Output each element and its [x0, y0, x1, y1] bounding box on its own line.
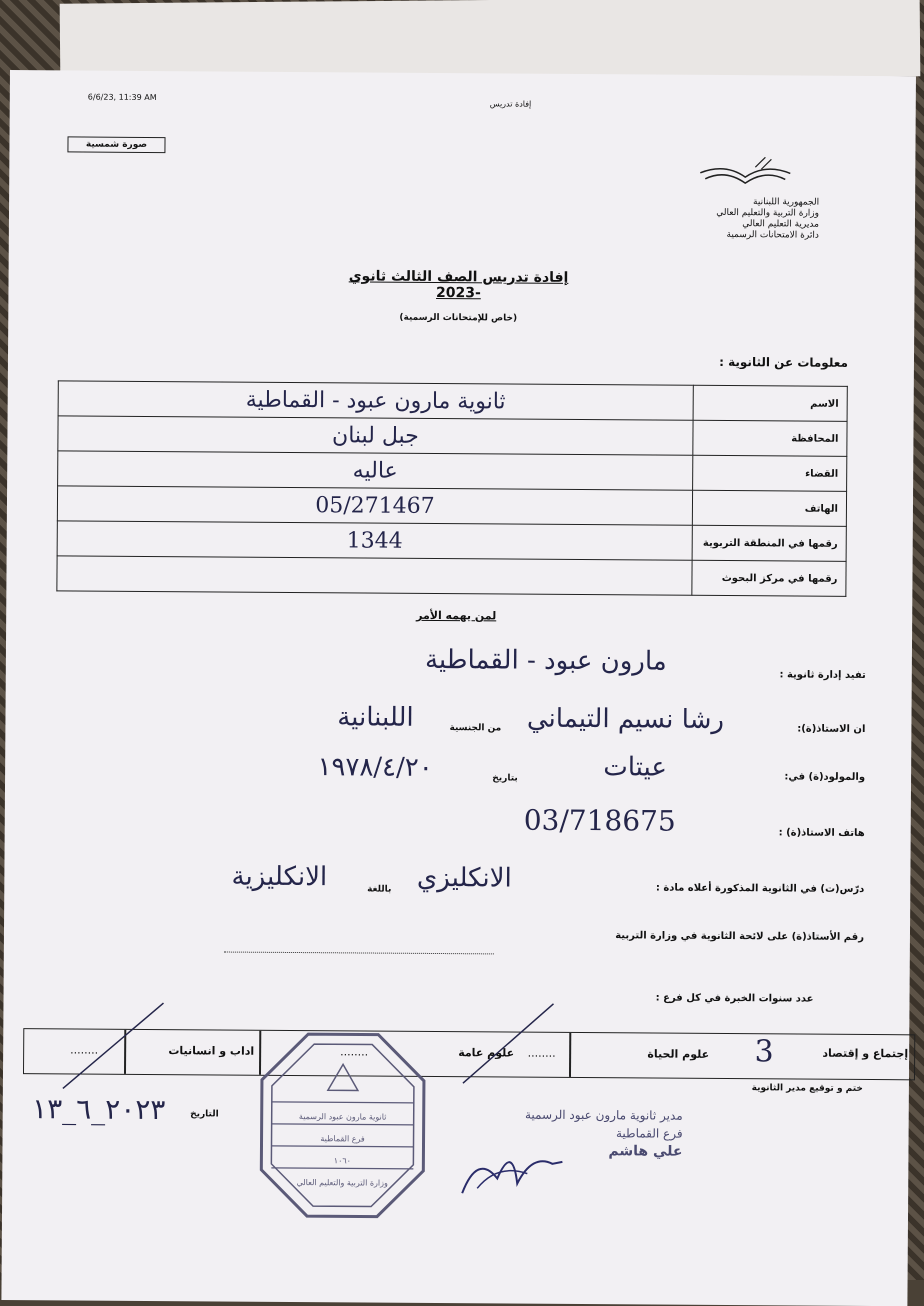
row-value: جبل لبنان: [58, 416, 693, 455]
row-value: 1344: [57, 521, 692, 560]
branch-value: ........: [70, 1043, 99, 1057]
to-whom-heading: لمن يهمه الأمر: [416, 608, 497, 623]
table-row: [58, 381, 847, 422]
nationality-label: من الجنسية: [449, 723, 502, 734]
row-label: رقمها في المنطقة التربوية: [692, 525, 846, 561]
birthplace-label: والمولود(ة) في:: [784, 771, 866, 783]
branch-value: ........: [340, 1045, 369, 1059]
row-label: رقمها في مركز البحوث: [692, 560, 846, 596]
print-timestamp: 6/6/23, 11:39 AM: [87, 92, 157, 103]
teacher-phone-label: هاتف الاستاذ(ة) :: [778, 827, 865, 839]
photo-label: صورة شمسية: [67, 136, 165, 153]
language-label: باللغة: [367, 884, 392, 895]
branch-value: 3: [754, 1034, 774, 1070]
table-row: [57, 556, 846, 597]
seal-line: ١٠٦٠: [333, 1156, 352, 1166]
birthplace-value: عيتات: [603, 752, 668, 783]
school-info-heading: معلومات عن الثانوية :: [719, 354, 849, 370]
branch-label: علوم الحياة: [647, 1047, 710, 1061]
row-label: الاسم: [693, 385, 847, 421]
document-page: [1, 70, 916, 1306]
registry-dotted-line: [224, 950, 494, 955]
registry-label: رقم الأستاذ(ة) على لائحة الثانوية في وزارة التربية: [615, 930, 865, 943]
row-value: 05/271467: [57, 486, 692, 525]
language-value: الانكليزية: [231, 861, 328, 893]
table-row: [58, 451, 847, 492]
seal-text: [272, 1106, 413, 1195]
ministry-line: مديرية التعليم العالي: [742, 219, 819, 230]
experience-label: عدد سنوات الخبرة في كل فرع :: [655, 992, 814, 1005]
row-label: القضاء: [693, 455, 847, 491]
row-value: عاليه: [58, 451, 693, 490]
teacher-value: رشا نسيم التيماني: [526, 703, 725, 736]
page-title: إفادة تدريس الصف الثالث ثانوي -2023: [348, 268, 569, 302]
ministry-logo-icon: [695, 155, 795, 196]
school-value: مارون عبود - القماطية: [424, 644, 667, 677]
subject-label: درّس(ت) في الثانوية المذكورة أعلاه مادة :: [655, 882, 865, 895]
director-line: مدير ثانوية مارون عبود الرسمية: [524, 1107, 683, 1123]
birthdate-label: بتاريخ: [492, 773, 518, 784]
subject-value: الانكليزي: [416, 862, 512, 894]
print-title: إفادة تدريس: [489, 99, 532, 109]
date-value: ٢٠٢٣_٦_١٣: [31, 1092, 166, 1127]
table-row: [57, 521, 846, 562]
ministry-line: وزارة التربية والتعليم العالي: [716, 207, 820, 219]
director-line: فرع القماطية: [615, 1126, 683, 1141]
branch-label: اداب و انسانيات: [168, 1044, 255, 1058]
table-row: [57, 486, 846, 527]
ministry-line: دائرة الامتحانات الرسمية: [726, 230, 819, 241]
nationality-value: اللبنانية: [337, 702, 414, 733]
signature-icon: [457, 1133, 567, 1204]
seal-line: ثانوية مارون عبود الرسمية: [298, 1112, 387, 1122]
row-label: المحافظة: [693, 420, 847, 456]
row-label: الهاتف: [692, 490, 846, 526]
school-label: تفيد إدارة ثانوية :: [779, 669, 866, 681]
teacher-phone-value: 03/718675: [523, 803, 676, 838]
ministry-line: الجمهورية اللبنانية: [753, 197, 820, 208]
teacher-label: ان الاستاذ(ة):: [797, 723, 866, 735]
seal-line: وزارة التربية والتعليم العالي: [296, 1178, 388, 1188]
row-value: [57, 556, 692, 595]
school-info-table: [56, 380, 847, 597]
date-label: التاريخ: [190, 1109, 219, 1120]
sign-label: ختم و توقيع مدير الثانوية: [751, 1083, 863, 1094]
ministry-block: [669, 197, 819, 242]
strike-marks: [23, 990, 914, 1096]
seal-line: فرع القماطية: [320, 1134, 365, 1144]
table-row: [58, 416, 847, 457]
row-value: ثانوية مارون عبود - القماطية: [58, 381, 693, 420]
branch-label: علوم عامة: [458, 1046, 515, 1060]
branch-label: إجتماع و إقتصاد: [822, 1046, 909, 1061]
director-name: علي هاشم: [608, 1143, 683, 1160]
branch-value: ........: [527, 1046, 556, 1060]
birthdate-value: ١٩٧٨/٤/٢٠: [317, 752, 433, 783]
page-subtitle: (خاص للإمتحانات الرسمية): [399, 312, 518, 324]
